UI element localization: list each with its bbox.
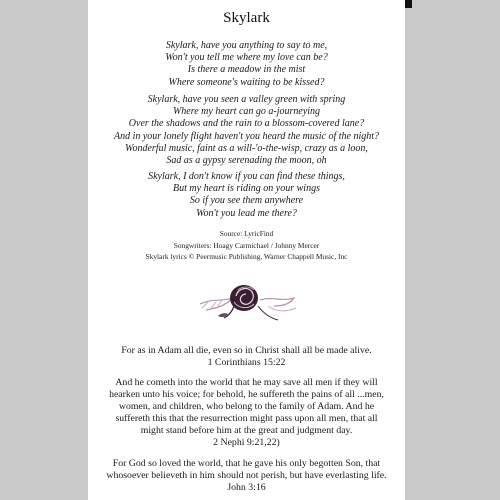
verse-line: And he cometh into the world that he may save all men if they will [115,377,378,388]
verse-reference: 1 Corinthians 15:22 [207,356,286,368]
verse-line: For as in Adam all die, even so in Christ shall all be made alive. [121,345,372,356]
verse-line: might stand before him at the great and judgment day. [140,424,353,436]
document-page [88,0,405,500]
verse-reference: John 3:16 [227,481,266,493]
lyric-line: Won't you lead me there? [196,207,297,219]
lyric-line: Over the shadows and the rain to a blossom-covered lane? [128,118,365,130]
stanza-3 [88,171,405,220]
lyric-line: Sad as a gypsy serenading the moon, oh [166,155,327,167]
rose-illustration [198,276,300,322]
verse-reference: 2 Nephi 9:21,22) [213,436,280,448]
stanza-1 [88,40,405,89]
copyright-credit: Skylark lyrics © Peermusic Publishing, Warner Chappell Music, Inc [145,252,348,262]
song-title: Skylark [223,10,270,26]
lyric-line: Skylark, have you seen a valley green with spring [147,94,346,105]
lyric-line: Where my heart can go a-journeying [172,106,321,118]
scripture-2 [102,377,391,448]
verse-line: suffereth this that the resurrection might pass upon all men, that all [115,412,378,424]
lyric-line: Skylark, I don't know if you can find these things, [148,171,345,182]
lyric-line: So if you see them anywhere [189,195,304,207]
verse-line: whosoever believeth in him should not perish, but have everlasting life. [106,469,387,481]
lyric-line: Where someone's waiting to be kissed? [168,76,325,88]
song-credits [88,228,405,263]
lyric-line: But my heart is riding on your wings [173,183,320,195]
lyric-line: Won't you tell me where my love can be? [165,52,328,64]
lyric-line: And in your lonely flight haven't you heard the music of the night? [113,130,380,142]
lyric-line: Is there a meadow in the mist [187,64,306,76]
source-credit: Source: LyricFind [219,229,274,238]
stanza-2 [88,94,405,167]
page-corner-marker [405,0,412,8]
scripture-3 [102,458,391,494]
songwriters-credit: Songwriters: Hoagy Carmichael / Johnny Mercer [173,240,320,250]
lyric-line: Skylark, have you anything to say to me, [165,40,328,51]
scripture-1 [102,345,391,369]
verse-line: hearken unto his voice; for behold, he suffereth the pains of all ...men, [109,388,384,400]
lyric-line: Wonderful music, faint as a will-'o-the-wisp, crazy as a loon, [125,142,368,154]
verse-line: women, and children, who belong to the family of Adam. And he [118,400,375,412]
verse-line: For God so loved the world, that he gave his only begotten Son, that [112,458,381,469]
